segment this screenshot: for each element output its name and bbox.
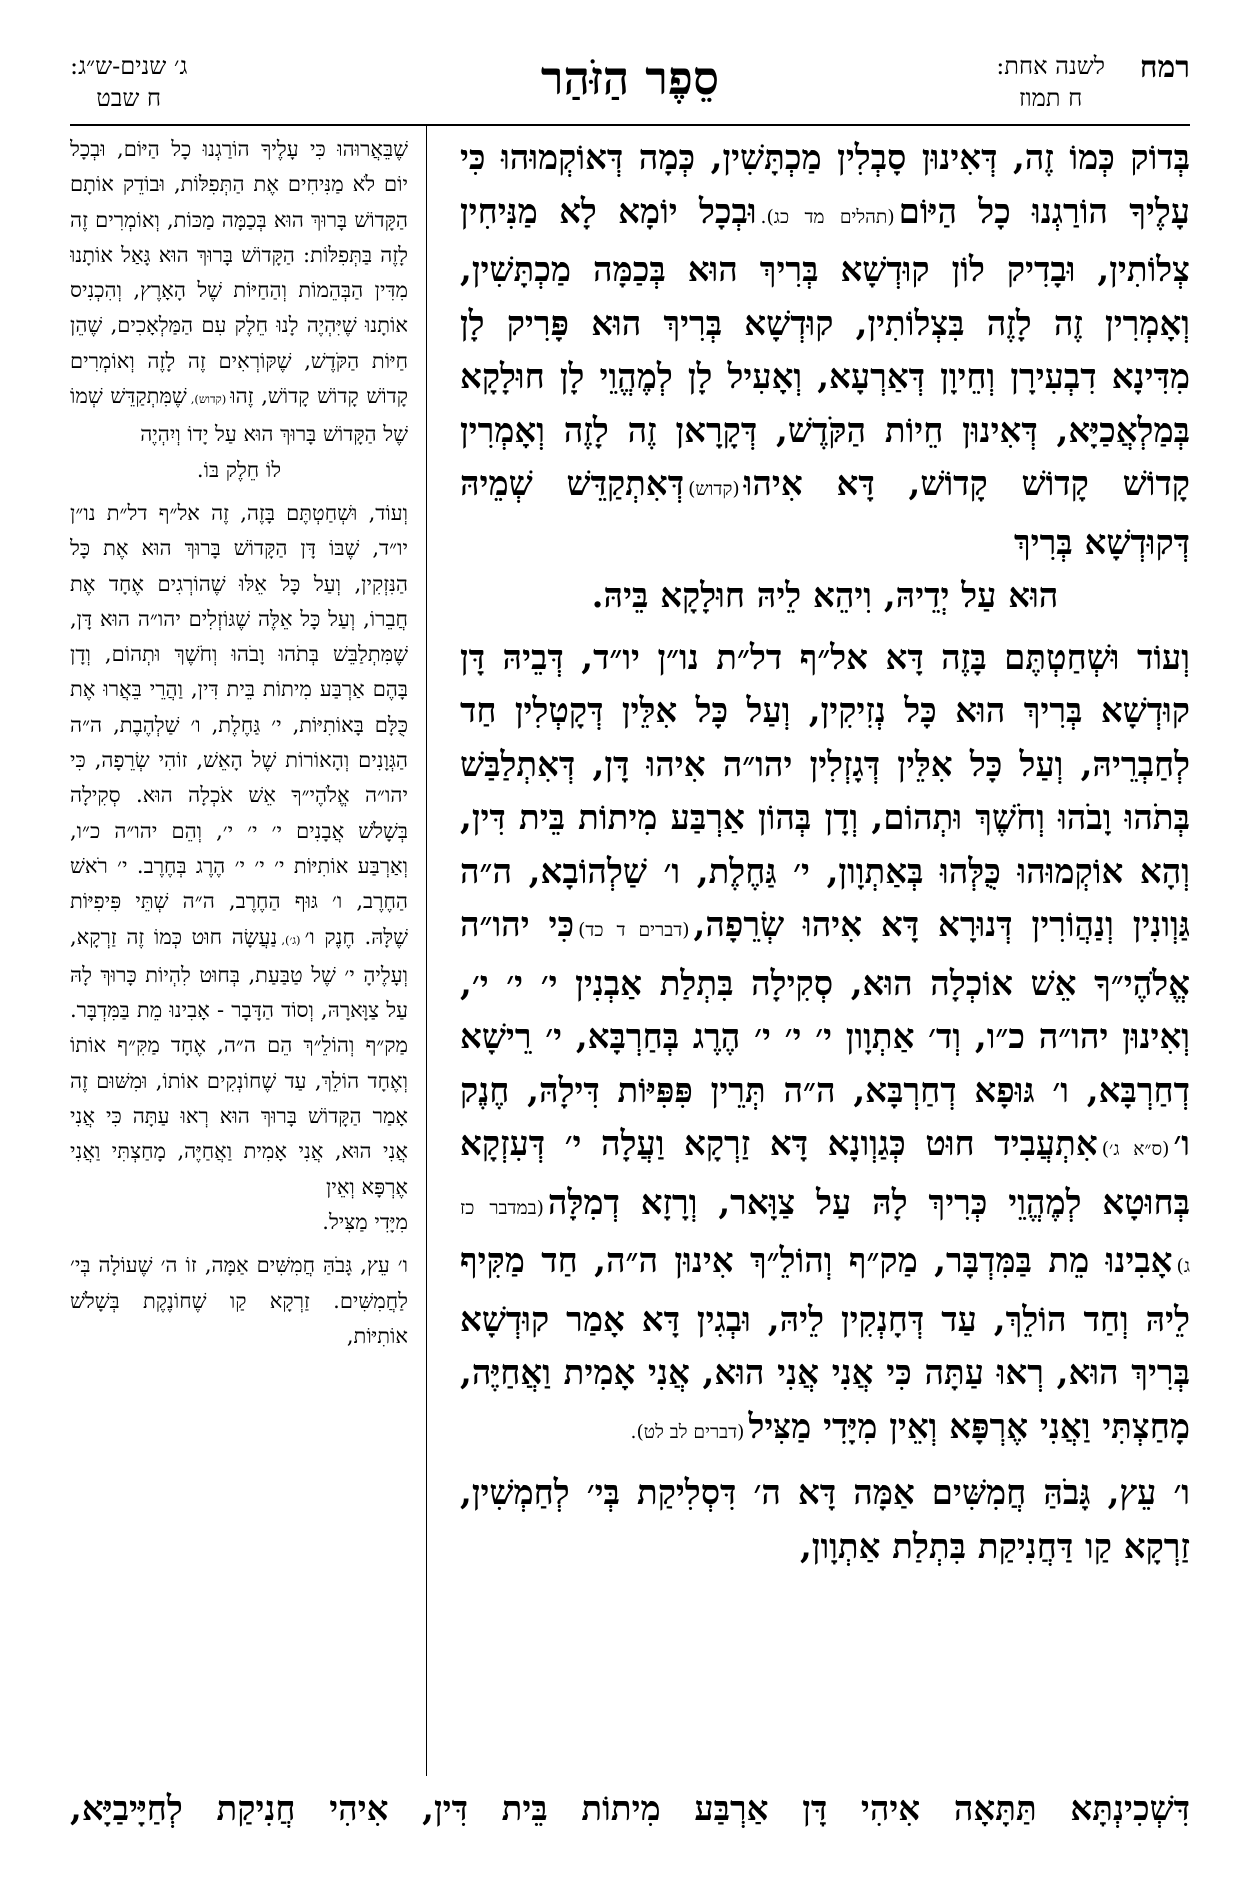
source-reference: (במדבר כז ג)	[460, 1197, 1190, 1277]
text-run: שֶׁבֵּאֲרוּהוּ כִּי עָלֶיךָ הוֹרַגְנוּ כָל הַיּוֹם, וּבְכָל יוֹם לֹא מַנִּיחִים אֶת הַתְּפִלּוֹת, וּבוֹדֵק אוֹתָם הַקָּדוֹשׁ בָּרוּךְ הוּא בְּכַמָּה מַכּוֹת, וְאוֹמְרִים זֶה לָזֶה בַּתְּפִלּוֹת: הַקָּדוֹשׁ בָּרוּךְ הוּא גָּאַל אוֹתָנוּ מִדִּין הַבְּהֵמוֹת וְהַחַיּוֹת שֶׁל הָאָרֶץ, וְהִכְנִיס אוֹתָנוּ שֶׁיִּהְיֶה לָנוּ חֵלֶק עִם הַמַּלְאָכִים, שֶׁהֵן חַיּוֹת הַקֹּדֶשׁ, שֶׁקּוֹרְאִים זֶה לָזֶה וְאוֹמְרִים קָדוֹשׁ קָדוֹשׁ קָדוֹשׁ, זֶהוּ	[70, 137, 408, 409]
hebrew-paragraph-3: ו׳ עֵץ, גָּבֹהַּ חֲמִשִּׁים אַמָּה, זוֹ ה׳ שֶׁעוֹלָה בְּי׳ לַחֲמִשִּׁים. זַרְקָא קַו שֶׁחוֹנֶקֶת בְּשָׁלֹשׁ אוֹתִיּוֹת,	[70, 1253, 408, 1348]
schedule-one-year-date: ח תמוז	[1018, 84, 1083, 112]
source-reference: (ס״א ג׳)	[1101, 1139, 1170, 1160]
text-run: וְעוֹד, וּשְׁחַטְתֶּם בָּזֶה, זֶה אל״ף דל״ת נו״ן יו״ד, שֶׁבּוֹ דָּן הַקָּדוֹשׁ בָּרוּךְ הוּא אֶת כָּל הַנִּזְקִין, וְעַל כָּל אֵלּוּ שֶׁהוֹרְגִים אֶחָד אֶת חֲבֵרוֹ, וְעַל כָּל אֵלֶּה שֶׁגּוֹזְלִים יהו״ה הוּא דָּן, שֶׁמִּתְלַבֵּשׁ בְּתֹהוּ וָבֹהוּ וְחֹשֶׁךְ וּתְהוֹם, וְדָן בָּהֶם אַרְבַּע מִיתוֹת בֵּית דִּין, וַהֲרֵי בֵּאֲרוּ אֶת כֻּלָּם בָּאוֹתִיּוֹת, י׳ גַּחֶלֶת, ו׳ שַׁלְהֶבֶת, ה״ה הַגְּוָנִים וְהָאוֹרוֹת שֶׁל הָאֵשׁ, זוֹהִי שְׂרֵפָה, כִּי יהו״ה אֱלֹהֶי״ךָ אֵשׁ אֹכְלָה הוּא. סְקִילָה בְּשָׁלֹשׁ אֲבָנִים י׳ י׳ י׳, וְהֵם יהו״ה כ״ו, וְאַרְבַּע אוֹתִיּוֹת י׳ י׳ י׳ הֶרֶג בְּחֶרֶב. י׳ רֹאשׁ הַחֶרֶב, ו׳ גּוּף הַחֶרֶב, ה״ה שְׁתֵּי פִּיפִיּוֹת שֶׁלָּהּ. חֶנֶק ו׳	[70, 500, 408, 949]
bottom-full-width-line: דִּשְׁכִינְתָּא תַּתָּאָה אִיהִי דָּן אַרְבַּע מִיתוֹת בֵּית דִּין, אִיהִי חֲנִיקַת לְחַיָּיבַיָּא,	[70, 1789, 1190, 1829]
column-divider	[426, 126, 427, 1776]
paragraph-end: לוֹ חֵלֶק בּוֹ.	[196, 457, 282, 482]
text-run: נַעֲשָׂה חוּט כְּמוֹ זֶה זַרְקָא, וְעָלֶיהָ י׳ שֶׁל טַבַּעַת, בְּחוּט לִהְיוֹת כָּרוּךְ לָהּ עַל צַוָּארָהּ, וְסוֹד הַדָּבָר - אָבִינוּ מֵת בַּמִּדְבָּר. מַק״ף וְהוֹלֵ״ךְ הֵם ה״ה, אֶחָד מַקִּ״ף אוֹתוֹ וְאֶחָד הוֹלֵךְ, עַד שֶׁחוֹנְקִים אוֹתוֹ, וּמִשּׁוּם זֶה אָמַר הַקָּדוֹשׁ בָּרוּךְ הוּא רְאוּ עַתָּה כִּי אֲנִי אֲנִי הוּא, אֲנִי אָמִית וַאֲחַיֶּה, מָחַצְתִּי וַאֲנִי אֶרְפָּא וְאֵין	[70, 924, 408, 1199]
text-run: בְּדוֹק כְּמוֹ זֶה, דְּאִינוּן סָבְלִין מַכְתָּשִׁין, כְּמָה דְּאוֹקְמוּהוּ כִּי עָלֶיךָ הוֹרַגְנוּ כָל הַיּוֹם	[460, 138, 1190, 232]
hebrew-paragraph-2	[70, 496, 408, 1240]
aramaic-paragraph-1	[460, 132, 1190, 624]
schedule-three-years-label: ג׳ שנים-ש״ג:	[70, 52, 188, 80]
text-run: וְעוֹד וּשְׁחַטְתֶּם בָּזֶה דָּא אל״ף דל״ת נו״ן יו״ד, דְּבֵיהּ דָּן קוּדְשָׁא בְּרִיךְ הוּא כָּל נְזִיקִין, וְעַל כָּל אִלֵּין דְּקָטְלִין חַד לְחַבְרֵיהּ, וְעַל כָּל אִלֵּין דְּגָזְלִין יהו״ה אִיהוּ דָּן, דְּאִתְלַבַּשׁ בְּתֹהוּ וָבֹהוּ וְחֹשֶׁךְ וּתְהוֹם, וְדָן בְּהוֹן אַרְבַּע מִיתוֹת בֵּית דִּין, וְהָא אוֹקְמוּהוּ כֻּלְּהוּ בְּאַתְוָון, י׳ גַּחֶלֶת, ו׳ שַׁלְהוֹבָא, ה״ה גַּוְונִין וְנַהֲוֹרִין דְּנוּרָא דָּא אִיהוּ שְׂרֵפָה,	[460, 637, 1190, 945]
schedule-three-years-date: ח שבט	[96, 84, 162, 112]
book-title: סֵפֶר הַזֹּהַר	[540, 51, 720, 105]
schedule-three-years	[70, 50, 187, 114]
hebrew-translation-column	[70, 132, 408, 1777]
source-reference: (ג׳),	[281, 932, 301, 947]
aramaic-paragraph-3: ו׳ עֵץ, גָּבֹהַּ חֲמִשִּׁים אַמָּה דָּא ה׳ דִּסְלִיקַת בְּי׳ לְחַמְשִׁין, זַרְקָא קַו דַּחֲנִיקַת בִּתְלַת אַתְוָון,	[460, 1473, 1190, 1567]
hebrew-paragraph-1	[70, 132, 408, 488]
source-reference: (קדוש),	[190, 392, 227, 407]
schedule-one-year-label: לשנה אחת:	[996, 52, 1105, 80]
paragraph-end: הוּא עַל יְדֵיהּ, וִיהֵא לֵיהּ חוּלָקָא בֵּיהּ.	[591, 576, 1059, 616]
source-reference: (דברים לב לט).	[630, 1421, 745, 1443]
page-header	[70, 50, 1190, 122]
aramaic-column	[460, 132, 1190, 1777]
aramaic-paragraph-2	[460, 632, 1190, 1460]
source-reference: (קדוש)	[688, 479, 740, 500]
paragraph-end: מִיָּדִי מַצִּיל.	[322, 1209, 408, 1234]
text-run: שֶׁמִּתְקַדֵּשׁ שְׁמוֹ שֶׁל הַקָּדוֹשׁ בָּרוּךְ הוּא עַל יָדוֹ וְיִהְיֶה	[70, 384, 408, 447]
text-run: אִתְעֲבִיד חוּט כְּגַוְונָא דָּא זַרְקָא וַעֲלָה י׳ דְּעִזְקָא בְּחוּטָא לְמֶהֱוֵי כְּרִיךְ לָהּ עַל צַוָּאר, וְרָזָא דְמִלָּה	[460, 1124, 1190, 1223]
text-run: דְּאִתְקַדֵּשׁ שְׁמֵיהּ דְּקוּדְשָׁא בְּרִיךְ	[460, 464, 1190, 563]
page-number: רמח	[1139, 50, 1190, 85]
source-reference: (תהלים מד כג).	[760, 206, 895, 228]
text-run: וּבְכָל יוֹמָא לָא מַנִּיחִין צְלוֹתִין, וּבָדִיק לוֹן קוּדְשָׁא בְּרִיךְ הוּא בְּכַמָּה מַכְתָּשִׁין, וְאָמְרִין זֶה לָזֶה בִּצְלוֹתִין, קוּדְשָׁא בְּרִיךְ הוּא פָּרִיק לָן מִדִּינָא דִבְעִירָן וְחֵיוָן דְּאַרְעָא, וְאָעִיל לָן לְמֶהֱוֵי לָן חוּלָקָא בְּמַלְאֲכַיָּא, דְּאִינוּן חֵיוֹת הַקֹּדֶשׁ, דְּקָרָאן זֶה לָזֶה וְאָמְרִין קָדוֹשׁ קָדוֹשׁ קָדוֹשׁ, דָּא אִיהוּ	[460, 191, 1190, 504]
text-run: אָבִינוּ מֵת בַּמִּדְבָּר, מַק״ף וְהוֹלֵ״ךְ אִינוּן ה״ה, חַד מַקִּיף לֵיהּ וְחַד הוֹלֵךְ, עַד דְּחָנְקִין לֵיהּ, וּבְגִין דָּא אָמַר קוּדְשָׁא בְּרִיךְ הוּא, רְאוּ עַתָּה כִּי אֲנִי אֲנִי הוּא, אֲנִי אָמִית וַאֲחַיֶּה, מָחַצְתִּי וַאֲנִי אֶרְפָּא וְאֵין מִיָּדִי מַצִּיל	[460, 1241, 1190, 1447]
header-rule	[70, 124, 1190, 126]
source-reference: (דברים ד כד)	[578, 920, 690, 941]
text-run: כִּי יהו״ה אֱלֹהֶי״ךָ אֵשׁ אוֹכְלָה הוּא, סְקִילָה בִּתְלַת אַבְנִין י׳ י׳ י׳, וְאִינוּן יהו״ה כ״ו, וְד׳ אַתְוָון י׳ י׳ י׳ הֶרֶג בְּחַרְבָּא, י׳ רֵישָׁא דְחַרְבָּא, ו׳ גּוּפָא דְחַרְבָּא, ה״ה תְּרֵין פִּפִּיּוֹת דִּילָהּ, חֶנֶק ו׳	[460, 905, 1190, 1164]
